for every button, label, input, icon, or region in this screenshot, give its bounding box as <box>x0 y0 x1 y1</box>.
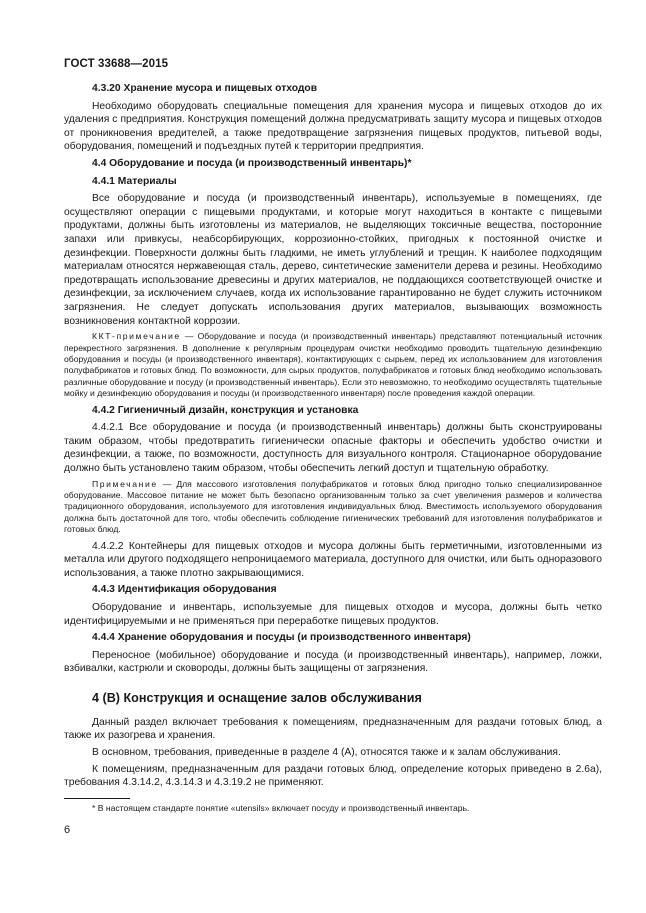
note-label: Примечание <box>92 478 158 489</box>
page-content <box>64 82 602 814</box>
note-label: ККТ-примечание <box>92 331 181 342</box>
heading-4-4-2: 4.4.2 Гигиеничный дизайн, конструкция и установка <box>92 404 359 416</box>
note-4-4-1 <box>64 331 602 399</box>
note-4-4-2 <box>64 479 602 536</box>
heading-4-3-20: 4.3.20 Хранение мусора и пищевых отходов <box>92 83 318 94</box>
paragraph-4-4-4: Переносное (мобильное) оборудование и посуда (и производственный инвентарь), например, ложки, взбивалки, кастрюли и сковороды, должны быть защищены от загрязнения. <box>64 649 602 675</box>
heading-4-4-1: 4.4.1 Материалы <box>92 175 177 187</box>
footnote-separator <box>64 798 130 799</box>
heading-4-4: 4.4 Оборудование и посуда (и производственный инвентарь)* <box>92 157 412 169</box>
paragraph-4-4-2-2: 4.4.2.2 Контейнеры для пищевых отходов и мусора должны быть герметичными, изготовленными из металла или другого подходящего непроницаемого материала, доступного для очистки, или быть одноразового использования, а также плотно закрывающимися. <box>64 540 602 579</box>
heading-4-4-4: 4.4.4 Хранение оборудования и посуды (и производственного инвентаря) <box>92 632 471 644</box>
paragraph-4b-3: К помещениям, предназначенным для раздачи готовых блюд, определение которых приведено в 2.6а), требования 4.3.14.2, 4.3.14.3 и 4.3.19.2 не применяют. <box>64 763 602 789</box>
page-number: 6 <box>64 824 71 836</box>
document-id: ГОСТ 33688—2015 <box>64 58 169 70</box>
paragraph-4-4-1: Все оборудование и посуда (и производственный инвентарь), используемые в помещениях, где осуществляют операции с пищевыми продуктами, и которые могут находиться в контакте с пищевыми продуктами, должны быть изготовлены из материалов, не выделяющих токсичные вещества, посторонние запахи или привкусы, неабсорбирующих, коррозионно-стойких, пригодных к постоянной очистке и дезинфекции. Поверхности должны быть гладкими, не иметь углублений и трещин. К наиболее подходящим материалам относятся нержавеющая сталь, дерево, синтетические заменители дерева и резины. Необходимо предотвращать использование древесины и других материалов, не поддающихся соответствующей очистке и дезинфекции, за исключением случаев, когда их использование гарантированно не будет служить источником загрязнения. Не следует допускать использования других материалов, вызывающих возможность возникновения контактной коррозии. <box>64 193 602 327</box>
section-heading-4b: 4 (В) Конструкция и оснащение залов обслуживания <box>92 690 422 705</box>
paragraph-4-3-20: Необходимо оборудовать специальные помещения для хранения мусора и пищевых отходов до их удаления с предприятия. Конструкция помещений должна предусматривать защиту мусора и пищевых отходов от проникновения вредителей, а также предотвращение загрязнения пищевых продуктов, питьевой воды, оборудования, помещений и подъездных путей к территории предприятия. <box>64 100 602 153</box>
paragraph-4b-1: Данный раздел включает требования к помещениям, предназначенным для раздачи готовых блюд, а также их разогрева и хранения. <box>64 716 602 742</box>
note-text: — Для массового изготовления полуфабрикатов и готовых блюд пригодно только специализированное оборудование. Массовое питание не может быть безопасно организованным только за счет увеличения размеров и количества традиционного оборудования, используемого для изготовления индивидуальных блюд. Вместимость используемого оборудования должна быть достаточной для того, чтобы обеспечить соблюдение гигиенических требований для изготовления полуфабрикатов и готовых блюд. <box>64 478 602 535</box>
note-text: — Оборудование и посуда (и производственный инвентарь) представляют потенциальный источник перекрестного загрязнения. В дополнение к регулярным процедурам очистки необходимо проводить тщательную дезинфекцию оборудования и посуды (и производственного инвентаря), контактирующих с сырьем, перед их использованием для изготовления полуфабрикатов и готовых блюд. По возможности, для сырых продуктов, полуфабрикатов и готовых блюд необходимо использовать различные оборудование и посуду (и производственный инвентарь). Если это невозможно, то необходимо осуществлять тщательные мойку и дезинфекцию оборудования и посуды (и производственного инвентаря) после проведения каждой операции. <box>64 331 602 399</box>
heading-4-4-3: 4.4.3 Идентификация оборудования <box>92 584 277 596</box>
paragraph-4b-2: В основном, требования, приведенные в разделе 4 (А), относятся также и к залам обслуживания. <box>92 747 561 759</box>
paragraph-4-4-3: Оборудование и инвентарь, используемые для пищевых отходов и мусора, должны быть четко идентифицируемыми и не применяться при переработке пищевых продуктов. <box>64 601 602 627</box>
paragraph-4-4-2-1: 4.4.2.1 Все оборудование и посуда (и производственный инвентарь) должны быть сконструированы таким образом, чтобы предотвратить гигиенически опасные факторы и обеспечить удобство очистки и дезинфекции, а также, по возможности, доступность для визуального контроля. Стационарное оборудование должно быть установлено таким образом, чтобы обеспечить легкий доступ и тщательную обработку. <box>64 422 602 474</box>
footnote: * В настоящем стандарте понятие «utensils» включает посуду и производственный инвентарь. <box>92 802 470 813</box>
